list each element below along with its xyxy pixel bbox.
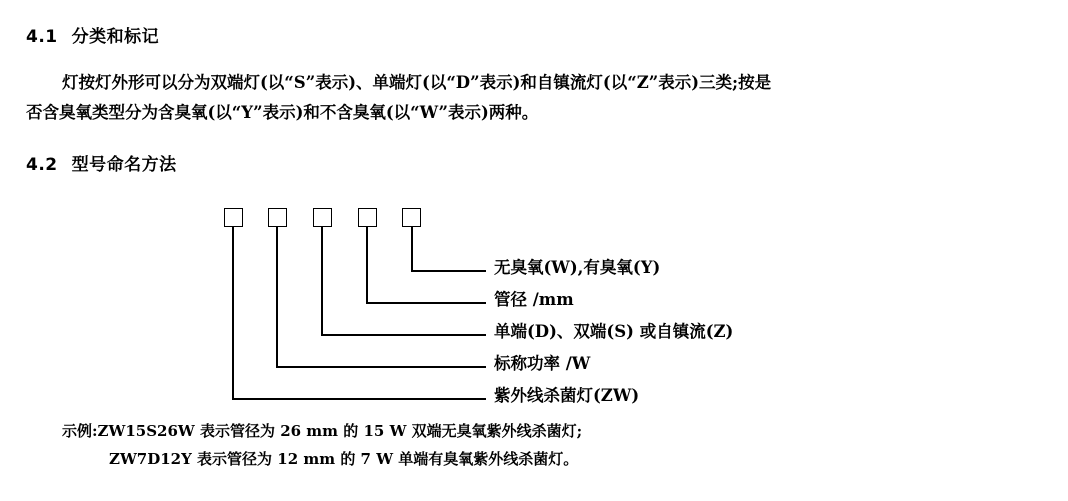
example-line-1: 示例:ZW15S26W 表示管径为 26 mm 的 15 W 双端无臭氧紫外线杀菌灯;: [62, 422, 583, 440]
section-heading-4-1: [26, 22, 159, 47]
leader-hline-2: [276, 366, 486, 368]
leader-vline-5: [411, 227, 413, 271]
designation-box-3: [313, 208, 332, 227]
diagram-label-3: 单端(D)、双端(S) 或自镇流(Z): [494, 322, 734, 341]
leader-hline-4: [366, 302, 486, 304]
leader-hline-5: [411, 270, 486, 272]
section-heading-4-2: [26, 150, 177, 175]
example-line-2: ZW7D12Y 表示管径为 12 mm 的 7 W 单端有臭氧紫外线杀菌灯。: [109, 450, 579, 468]
model-designation-diagram: [0, 196, 1068, 421]
paragraph-4-1: [26, 68, 771, 128]
paragraph-line-text: 否含臭氧类型分为含臭氧(以“Y”表示)和不含臭氧(以“W”表示)两种。: [26, 103, 539, 122]
leader-vline-2: [276, 227, 278, 367]
diagram-label-5: 紫外线杀菌灯(ZW): [494, 386, 640, 405]
example-block: [62, 417, 582, 473]
section-title-4-2: 型号命名方法: [71, 155, 177, 175]
designation-box-1: [224, 208, 243, 227]
leader-hline-1: [232, 398, 486, 400]
leader-vline-1: [232, 227, 234, 399]
diagram-label-1: 无臭氧(W),有臭氧(Y): [494, 258, 661, 277]
diagram-label-4: 标称功率 /W: [494, 354, 591, 373]
leader-vline-4: [366, 227, 368, 303]
paragraph-line: [26, 68, 771, 98]
diagram-label-2: 管径 /mm: [494, 290, 574, 309]
section-number-4-2: 4.2: [26, 155, 58, 175]
leader-hline-3: [321, 334, 486, 336]
section-title-4-1: 分类和标记: [71, 27, 160, 47]
designation-box-5: [402, 208, 421, 227]
designation-box-2: [268, 208, 287, 227]
designation-box-4: [358, 208, 377, 227]
leader-vline-3: [321, 227, 323, 335]
section-number-4-1: 4.1: [26, 27, 58, 47]
paragraph-line-text: 灯按灯外形可以分为双端灯(以“S”表示)、单端灯(以“D”表示)和自镇流灯(以“Z”表示)三类;按是: [62, 73, 772, 92]
paragraph-line: [26, 98, 771, 128]
